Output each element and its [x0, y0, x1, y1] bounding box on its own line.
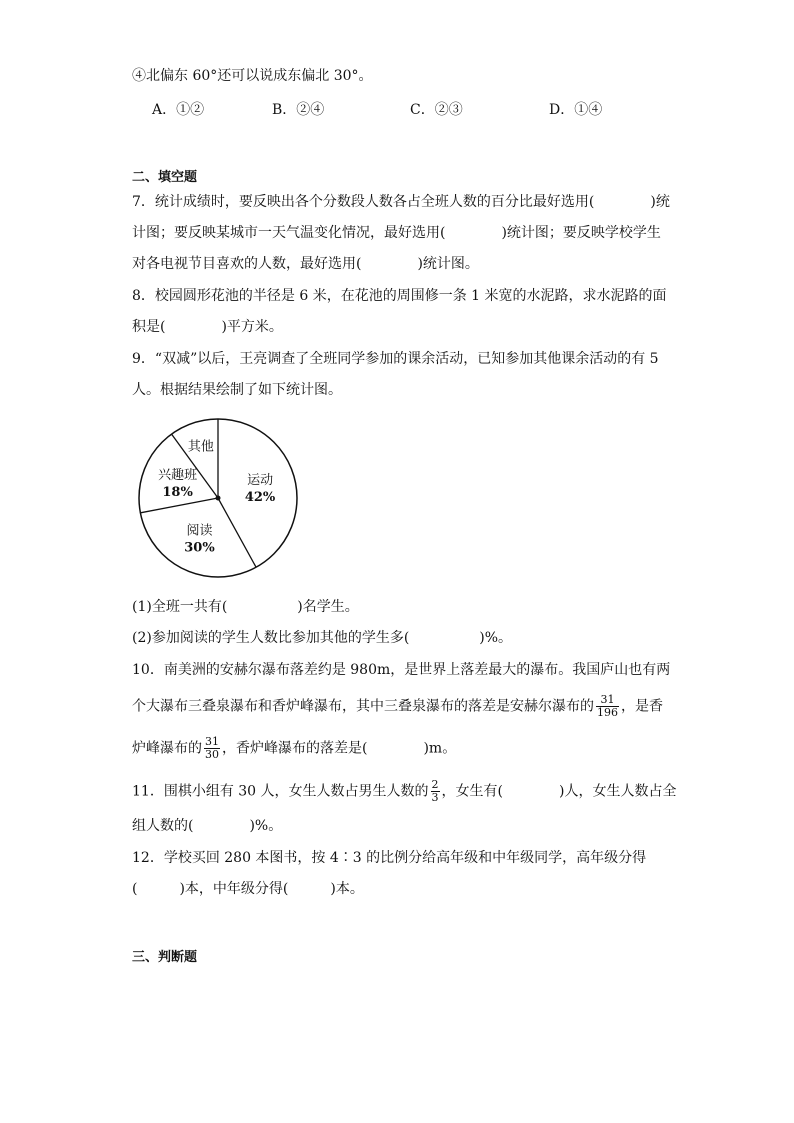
q10-fraction-2 [204, 736, 220, 761]
q10-line-2-end: ，是香 [621, 698, 663, 715]
q11-line-1-end: ，女生有( )人，女生人数占全 [441, 783, 677, 800]
q10-fraction-1-denominator: 196 [597, 706, 618, 719]
activity-pie-chart [136, 418, 300, 582]
q6-item-4: ④北偏东 60°还可以说成东偏北 30°。 [132, 68, 373, 84]
q11-line-2: 组人数的( )%。 [132, 818, 283, 834]
q11-line-1-text: 11．围棋小组有 30 人，女生人数占男生人数的 [132, 783, 429, 800]
q10-line-2-text: 个大瀑布三叠泉瀑布和香炉峰瀑布，其中三叠泉瀑布的落差是安赫尔瀑布的 [132, 698, 594, 715]
q10-line-3-end: ，香炉峰瀑布的落差是( )m。 [222, 740, 457, 757]
pie-slice-value-label: 30% [184, 540, 215, 556]
q10-fraction-1 [596, 694, 619, 719]
q8-line-2: 积是( )平方米。 [132, 319, 283, 335]
q11-line-1 [132, 779, 676, 804]
q10-fraction-2-denominator: 30 [205, 748, 219, 761]
q10-fraction-1-numerator: 31 [596, 694, 619, 707]
q7-line-2: 计图；要反映某城市一天气温变化情况，最好选用( )统计图；要反映学校学生 [132, 225, 661, 241]
pie-center-dot [216, 496, 221, 501]
section-2-title: 二、填空题 [132, 170, 198, 185]
q10-line-3 [132, 736, 456, 761]
q10-fraction-2-numerator: 31 [205, 735, 219, 748]
q11-fraction [431, 779, 440, 804]
q6-option-d: D．①④ [549, 102, 603, 118]
q9-line-2: 人。根据结果绘制了如下统计图。 [132, 382, 342, 398]
section-3-title: 三、判断题 [132, 950, 198, 965]
pie-slice-label: 阅读 [186, 523, 213, 539]
pie-slice-value-label: 42% [244, 490, 276, 506]
q7-line-3: 对各电视节目喜欢的人数，最好选用( )统计图。 [132, 256, 479, 272]
q10-line-1: 10．南美洲的安赫尔瀑布落差约是 980m，是世界上落差最大的瀑布。我国庐山也有两 [132, 662, 671, 678]
q6-option-b: B．②④ [272, 102, 325, 118]
q9-sub-2: (2)参加阅读的学生人数比参加其他的学生多( )%。 [132, 630, 513, 646]
q6-option-c: C．②③ [410, 102, 463, 118]
q10-line-2 [132, 694, 663, 719]
q10-line-3-text: 炉峰瀑布的 [132, 740, 202, 757]
q12-line-1: 12．学校买回 280 本图书，按 4∶3 的比例分给高年级和中年级同学，高年级分得 [132, 850, 647, 866]
pie-slice-value-label: 18% [162, 485, 193, 501]
q9-sub-1: (1)全班一共有( )名学生。 [132, 599, 359, 615]
q11-fraction-denominator: 3 [431, 791, 439, 804]
pie-slice-label: 其他 [187, 439, 214, 455]
q7-line-1: 7．统计成绩时，要反映出各个分数段人数各占全班人数的百分比最好选用( )统 [132, 194, 670, 210]
pie-slice-label: 兴趣班 [158, 468, 198, 484]
q9-line-1: 9．“双减”以后，王亮调查了全班同学参加的课余活动，已知参加其他课余活动的有 5 [132, 351, 659, 367]
q8-line-1: 8．校园圆形花池的半径是 6 米，在花池的周围修一条 1 米宽的水泥路，求水泥路的面 [132, 288, 667, 304]
q6-option-a: A．①② [152, 102, 205, 118]
pie-slice-label: 运动 [247, 473, 274, 489]
q12-line-2: ( )本，中年级分得( )本。 [132, 881, 364, 897]
q11-fraction-numerator: 2 [431, 778, 439, 791]
